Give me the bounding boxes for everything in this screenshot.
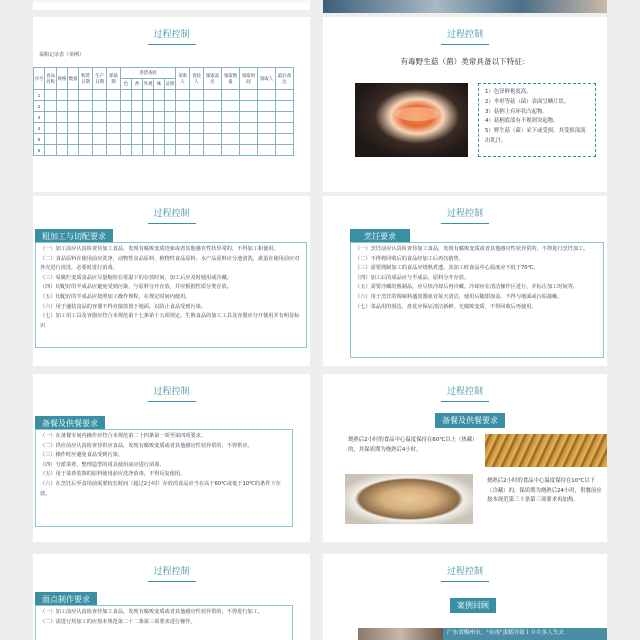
requirement-item: （七）菜品用的围边、盘花应保证清洁新鲜、无腐败变质，不得回收后再使用。 [355, 303, 537, 310]
feature-item: 1）色泽鲜艳度高。 [485, 89, 532, 95]
table-cell [93, 134, 107, 145]
requirement-item: （六）用于烹饪的调味料盛放器皿宜每天清洁，使用后随即加盖，不得与地面或污垢接触。 [355, 293, 563, 300]
requirement-item: （四）加工后的成品应与半成品、原料分开存放。 [355, 274, 470, 281]
slide-cooking [323, 196, 607, 366]
table-cell [276, 134, 294, 145]
table-header-row [34, 68, 294, 79]
table-cell [68, 145, 79, 156]
procurement-table [33, 67, 294, 156]
table-cell [276, 112, 294, 123]
row-number-cell: 5 [34, 134, 45, 145]
table-cell [107, 145, 121, 156]
section-tag: 案例回顾 [450, 598, 496, 613]
section-tag: 面点制作要求 [35, 592, 97, 607]
table-cell [154, 101, 165, 112]
requirement-item: （五）需要冷藏的熟制品，应尽快冷却后再冷藏，冷却应在清洁操作区进行，并标注加工时间等。 [355, 284, 579, 291]
row-number-cell: 6 [34, 145, 45, 156]
requirement-item: （三）易腐烂变质食品应尽量缩短在常温下的存放时间，加工后应及时使用或冷藏。 [40, 274, 232, 281]
table-cell [276, 123, 294, 134]
table-cell [204, 123, 222, 134]
table-cell [190, 134, 204, 145]
col-taste: 味 [154, 79, 165, 90]
noodles-photo [485, 434, 607, 467]
table-cell [107, 90, 121, 101]
table-cell [45, 123, 57, 134]
table-cell [204, 90, 222, 101]
table-cell [132, 112, 143, 123]
col-checker: 查验人 [190, 68, 204, 90]
table-cell [176, 90, 190, 101]
table-cell [154, 112, 165, 123]
table-row [34, 112, 294, 123]
table-cell [132, 101, 143, 112]
table-cell [222, 112, 240, 123]
table-cell [57, 101, 68, 112]
table-cell [190, 123, 204, 134]
table-cell [45, 134, 57, 145]
table-cell [240, 134, 258, 145]
table-cell [165, 90, 176, 101]
requirements-box [350, 242, 604, 358]
table-cell [154, 145, 165, 156]
table-cell [57, 90, 68, 101]
table-cell [154, 134, 165, 145]
table-cell [93, 90, 107, 101]
table-cell [132, 134, 143, 145]
table-cell [121, 134, 132, 145]
table-cell [121, 101, 132, 112]
section-tag: 粗加工与切配要求 [35, 229, 113, 244]
table-cell [240, 112, 258, 123]
table-cell [204, 101, 222, 112]
col-smell: 香 [132, 79, 143, 90]
table-cell [165, 134, 176, 145]
requirement-item: （六）在烹饪后至食用前需要较长时间（超过2小时）存放的食品应当在高于60℃或低于10℃的条件下存放。 [40, 480, 281, 497]
table-cell [121, 112, 132, 123]
requirement-item: （五）用于菜肴装饰的原料使用前应洗净消毒，不得反复使用。 [40, 471, 186, 478]
slide-title: 过程控制 [323, 384, 607, 402]
requirement-item: （四）切配好的半成品应避免受到污染，与原料分开存放，并应根据性质分类存放。 [40, 284, 232, 291]
requirement-item: （四）分派菜肴、整理造型的用具使用前应进行消毒。 [40, 461, 165, 468]
table-cell [93, 101, 107, 112]
table-cell [143, 123, 154, 134]
table-cell [132, 145, 143, 156]
table-cell [276, 145, 294, 156]
table-cell [143, 101, 154, 112]
slide-wild-mushroom [323, 17, 607, 192]
table-cell [258, 101, 276, 112]
table-row [34, 123, 294, 134]
slide-pastry [33, 554, 310, 640]
sushi-photo [355, 83, 468, 157]
table-cell [121, 145, 132, 156]
table-caption: 采购记录表（举例） [39, 52, 85, 58]
table-cell [143, 145, 154, 156]
requirement-item: （七）加工用工具及容器应符合本规范第十七条第十五项规定。生熟食品的加工工具及容器应分开使用并有明显标识 [40, 313, 300, 329]
col-prod-date: 生产日期 [93, 68, 107, 90]
feature-item: 5）野生菇（菌）采下或受损，其受损部流出乳汁。 [485, 128, 586, 144]
table-cell [93, 145, 107, 156]
table-cell [222, 123, 240, 134]
table-cell [45, 112, 57, 123]
table-body [34, 90, 294, 156]
requirement-item: （一）加工前应认真检查待加工食品，发现有腐败变质或者其他感官性状异常的，不得进行加工。 [40, 609, 264, 615]
table-cell [222, 134, 240, 145]
table-cell [258, 134, 276, 145]
section-tag: 备餐及供餐要求 [35, 416, 105, 431]
col-date: 购货日期 [79, 68, 93, 90]
requirement-item: （一）在备餐专间内操作应符合本规范第二十四条第一项至第四项要求。 [40, 433, 207, 439]
col-recv-person: 领取人 [258, 68, 276, 90]
col-remark: 最后备注 [276, 68, 294, 90]
table-cell [154, 123, 165, 134]
table-cell [93, 123, 107, 134]
cold-storage-text: 烧熟后2小时的食品中心温度保持在10℃以下（冷藏）的，保质期为烧熟后24小时，供餐前应按本规范第三十条第三项要求再加热。 [487, 478, 602, 504]
table-cell [79, 123, 93, 134]
row-number-cell: 1 [34, 90, 45, 101]
table-cell [258, 90, 276, 101]
prev-slide-right [323, 0, 607, 13]
col-buyer: 采购人 [176, 68, 190, 90]
table-cell [57, 112, 68, 123]
col-seq: 序号 [34, 68, 45, 90]
table-cell [240, 101, 258, 112]
table-cell [68, 90, 79, 101]
mushroom-heading: 有毒野生菇（菌）类常具备以下特征： [400, 57, 530, 66]
table-cell [143, 134, 154, 145]
table-cell [240, 123, 258, 134]
requirement-item: （一）加工前应认真检查待加工食品，发现有腐败变质迹象或者其他感官性状异常的，不得加工和使用。 [40, 246, 279, 252]
table-cell [154, 90, 165, 101]
table-cell [79, 134, 93, 145]
table-cell [107, 101, 121, 112]
slide-case-review [323, 554, 607, 640]
requirements-box [35, 242, 307, 348]
requirement-item: （二）食品原料在使用前应洗净，动物性食品原料、植物性食品原料、水产品原料应分池清洗，禽蛋在使用前应对外壳进行清洗，必要时进行消毒。 [40, 255, 300, 272]
table-cell [57, 123, 68, 134]
slide-title: 过程控制 [33, 564, 310, 582]
col-color: 色 [121, 79, 132, 90]
table-cell [68, 112, 79, 123]
table-cell [222, 90, 240, 101]
col-cert: 证照 [165, 79, 176, 90]
soup-photo [345, 474, 473, 524]
col-inspection: 进货查验 [121, 68, 176, 79]
table-cell [276, 101, 294, 112]
table-cell [68, 123, 79, 134]
slide-title: 过程控制 [33, 206, 310, 224]
table-cell [176, 123, 190, 134]
slide-meal-storage [323, 374, 607, 542]
table-cell [165, 112, 176, 123]
slide-title: 过程控制 [323, 27, 607, 45]
col-spec: 规格 [57, 68, 68, 90]
feature-item: 2）伞形等菇（菌）表面呈鳞片状。 [485, 98, 570, 105]
requirements-box [35, 605, 293, 640]
table-cell [68, 134, 79, 145]
table-cell [132, 90, 143, 101]
photo-highlight [395, 107, 439, 121]
requirement-item: （一）烹饪前应认真检查待加工食品，发现有腐败变质或者其他感官性状异常的，不得进行烹饪加工。 [355, 246, 589, 252]
table-cell [107, 134, 121, 145]
col-recv-time: 领取时间 [240, 68, 258, 90]
requirement-item: （五）切配好的半成品应按照加工操作规程，在规定时间内使用。 [40, 293, 191, 300]
col-qty: 数量 [68, 68, 79, 90]
table-cell [57, 134, 68, 145]
table-cell [258, 123, 276, 134]
requirements-box [35, 429, 293, 527]
table-cell [176, 145, 190, 156]
requirement-item: （二）供应前应认真检查待供应食品，发现有腐败变质或者其他感官性状异常的，不得供应。 [40, 442, 253, 449]
table-cell [165, 101, 176, 112]
table-cell [240, 90, 258, 101]
hot-storage-text: 烧熟后2小时的食品中心温度保持在60℃以上（热藏）的，其保质期为烧熟后4小时。 [348, 437, 478, 453]
table-row [34, 101, 294, 112]
table-cell [190, 90, 204, 101]
case-caption: 广东省梅州市，"有毒"蛋糕导致１００多人失去 [447, 630, 565, 636]
feature-item: 3）菇柄上有环状凸起物。 [485, 108, 548, 115]
table-cell [79, 145, 93, 156]
table-cell [165, 145, 176, 156]
requirement-item: （二）不得将回收后的食品经加工后再次销售。 [355, 255, 464, 262]
table-cell [45, 145, 57, 156]
section-tag: 烹饪要求 [350, 229, 410, 244]
feature-item: 4）菇柄底部有不规则突起物。 [485, 118, 559, 125]
col-expiry: 保质期 [107, 68, 121, 90]
requirement-item: （三）操作时应避免食品受到污染。 [40, 452, 124, 459]
table-row [34, 145, 294, 156]
slide-title: 过程控制 [323, 564, 607, 582]
slide-title: 过程控制 [323, 206, 607, 224]
table-cell [143, 90, 154, 101]
table-cell [107, 123, 121, 134]
table-cell [79, 90, 93, 101]
table-cell [190, 101, 204, 112]
section-tag: 备餐及供餐要求 [435, 413, 505, 428]
slide-title: 过程控制 [33, 27, 310, 45]
table-cell [190, 145, 204, 156]
table-cell [143, 112, 154, 123]
table-cell [276, 90, 294, 101]
table-cell [121, 123, 132, 134]
table-cell [68, 101, 79, 112]
prev-slide-photo-strip [323, 0, 607, 13]
table-cell [45, 90, 57, 101]
requirement-item: （三）需要熟制加工的食品应烧熟煮透，其加工时食品中心温度应不低于70℃。 [355, 265, 539, 272]
table-cell [258, 145, 276, 156]
requirement-item: （二）需进行热加工的应按本规范第二十二条第三项要求进行操作。 [40, 618, 196, 625]
table-cell [204, 112, 222, 123]
mushroom-features-box [478, 83, 596, 157]
table-cell [258, 112, 276, 123]
table-row [34, 90, 294, 101]
table-cell [79, 101, 93, 112]
slide-title: 过程控制 [33, 384, 310, 402]
table-cell [165, 123, 176, 134]
row-number-cell: 2 [34, 101, 45, 112]
table-cell [176, 101, 190, 112]
prev-slide-left [33, 0, 310, 10]
table-cell [93, 112, 107, 123]
row-number-cell: 4 [34, 123, 45, 134]
slide-meal-prep [33, 374, 310, 542]
prev-slide-left-bar [33, 0, 310, 3]
table-cell [121, 90, 132, 101]
col-recv-qty: 领取数量 [222, 68, 240, 90]
col-appearance: 外观 [143, 79, 154, 90]
table-cell [222, 145, 240, 156]
table-row [34, 134, 294, 145]
row-number-cell: 3 [34, 112, 45, 123]
table-cell [107, 112, 121, 123]
case-photo [358, 628, 443, 640]
table-cell [132, 123, 143, 134]
table-cell [45, 101, 57, 112]
requirement-item: （六）用于盛装食品的容器不得直接放置于地面，以防止食品受到污染。 [40, 303, 207, 310]
table-cell [240, 145, 258, 156]
table-cell [190, 112, 204, 123]
col-name: 食品名称 [45, 68, 57, 90]
table-cell [204, 134, 222, 145]
table-cell [204, 145, 222, 156]
slide-rough-processing [33, 196, 310, 366]
table-cell [176, 112, 190, 123]
col-recv-item: 领取品名 [204, 68, 222, 90]
table-cell [79, 112, 93, 123]
table-cell [222, 101, 240, 112]
table-cell [176, 134, 190, 145]
table-cell [57, 145, 68, 156]
